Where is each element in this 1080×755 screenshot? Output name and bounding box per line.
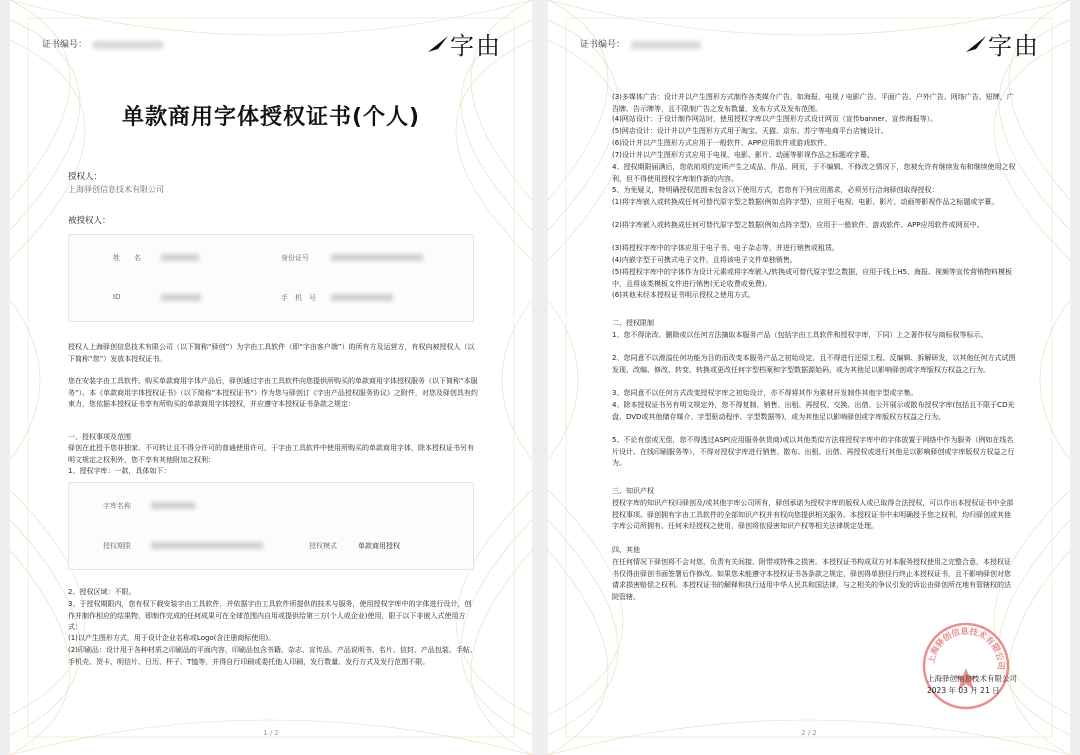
idcard-value-redacted [331,254,423,261]
brush-stroke-icon [964,34,988,54]
signature-company: 上海驿创信息技术有限公司 [927,674,1017,683]
page-2-line-13: (6)其他未经本授权证书明示授权之使用方式。 [612,291,755,299]
page-number: 1 / 2 [263,729,279,737]
page-2-line-12: (5)将授权字库中的字体作为设计元素或将字库嵌入/转换成可替代原字型之数据，应用于线上H5、海报、视频等宣传营销物料模板中，且将该类模板文件进行销售(无论收费或免费)。 [612,268,1012,288]
svg-text:上海驿创信息技术有限公司: 上海驿创信息技术有限公司 [926,626,1006,670]
page-2-line-3: (5)网店设计：设计并以产生图形方式用于淘宝、天猫、京东、苏宁等电商平台店铺设计。 [612,127,888,135]
intro-paragraph-2: 您在安装字由工具软件、购买单款商用字体产品后，驿创通过字由工具软件向您提供所购买的单款商用字体授权服务（以下简称“本服务”）。本《单款商用字体授权证书》（以下简称“本授权证书”）作为您与驿创订《字由产品授权服务协议》之附件，对您及驿创具有约束力，您依据本授权证书享有所购买的单款商用字体授权，并应遵守本授权证书条款之规定： [68,377,478,408]
brand-logo [964,26,1040,61]
certificate-page-2 [548,0,1070,755]
section-3-title: 三、知识产权 [612,487,654,495]
section-2-line-1: 1、您不得涂改、删除或以任何方法摘取本服务产品（包括字由工具软件和授权字库，下同）上之著作权与商标权等标示。 [612,331,988,339]
intro-paragraph-1: 授权人上海驿创信息技术有限公司（以下简称“驿创”）为字由工具软件（即“字由客户端”）的所有方及运营方，有权向被授权人（以下简称“您”）发放本授权证书。 [68,343,475,363]
section-3-body: 授权字库的知识产权归驿创及/或其他字库公司所有，驿创承诺为授权字库的版权人或已取得合法授权，可以作出本授权证书中全部授权事项。驿创拥有字由工具软件的全部知识产权并有权向您提供相关服务。本授权证书中未明确授予您之权利，均归驿创或其他字库公司所拥有。任何未经授权之使用，驿创将依侵害知识产权等相关法律规定处理。 [612,499,1014,530]
section-2-line-3: 3、您同意不以任何方式改变授权字库之初始设计，亦不得将其作为素材开发制作其他字型或字集。 [612,389,918,397]
page-2-line-4: (6)设计并以产生图形方式应用于一般软件、APP应用软件或游戏软件。 [612,139,832,147]
section-1-title: 一、授权事项及范围 [68,433,131,441]
licensor-label: 授权人： [68,172,103,182]
item-3-1: (1)以产生图形方式，用于设计企业名称或Logo(含注册商标使用)。 [68,634,276,642]
section-1-body: 驿创在此授予您非独家、不可转让且不得分许可的普通使用许可，于字由工具软件中使用所购买的单款商用字体，除本授权证书另有明文规定之权利外，您不享有其他附加之权利： [68,444,474,464]
page-2-line-9: (2)将字库嵌入或转换成任何可替代原字型之数据(例如点阵字型)，应用于一般软件、游戏软件、APP应用软件或网页中。 [612,221,984,229]
certificate-number: 证书编号： [580,37,701,50]
period-label: 授权期限 [103,542,131,550]
certificate-title: 单款商用字体授权证书(个人) [121,105,421,130]
brand-name: 字由 [988,32,1040,60]
font-info-box [68,482,474,570]
item-3: 3、于授权期限内，您有权下载安装字由工具软件，并依据字由工具软件所提供的技术与服务，使用授权字库中的字体进行设计，创作并制作相应的结果物，即制作完成的任何成果可在全球范围内自用或提供给第三方(个人或企业)使用，限于以下非嵌入式使用方式： [68,600,472,631]
signature-date: 2023 年 03 月 21 日 [927,686,1000,695]
period-value-redacted [151,542,263,549]
id-label: ID [113,293,121,301]
page-2-line-8: (1)将字库嵌入或转换成任何可替代原字型之数据(例如点阵字型)，应用于电视、电影、影片、动画等影视作品之标题或字幕。 [612,198,999,206]
phone-label: 手 机 号 [281,294,316,302]
certificate-number: 证书编号： [42,37,163,50]
page-2-line-11: (4)内嵌字型于可携式电子文件，且将该电子文件单独销售。 [612,256,797,264]
item-2: 2、授权区域：不限。 [68,588,136,596]
phone-value-redacted [331,294,393,301]
company-seal [920,620,1012,712]
page-2-line-1: (3)多媒体广告：设计并以产生图形方式制作各类媒介广告，如海报、电视 / 电影广告、平面广告、户外广告、网络广告、短牌，广告牌、告示牌等，且不限制广告之发布数量、发布方式及发布范围。 [612,93,1014,113]
section-2-title: 二、授权限制 [612,319,654,327]
name-value-redacted [161,254,199,261]
page-2-line-10: (3)将授权字库中的字体应用于电子书、电子杂志等，并进行销售或租赁。 [612,244,839,252]
section-4-body: 在任何情况下驿创将不会对您，负责有关间接、附带或特殊之损害。本授权证书构成双方对本服务授权使用之完整合意，本授权证书仅得由驿创书面签署后作修改。如果您未能遵守本授权证书各条款之规定，驿创得单独径行终止本授权证书，且不影响驿创对您请求损害赔偿之权利。本授权证书的解释和执行适用中华人民共和国法律，与之相关的争议引发的诉讼由驿创所在地有管辖权的法院管辖。 [612,558,1011,601]
page-number: 2 / 2 [801,729,817,737]
font-name-label: 字库名称 [103,502,131,510]
mode-value: 单款商用授权 [358,542,400,550]
licensee-label: 被授权人： [68,216,111,226]
certificate-page-1 [10,0,532,755]
page-2-line-2: (4)网站设计：于设计制作网站时，使用授权字库以产生图形方式设计网页（宣传banner、宣传海报等）。 [612,115,938,123]
section-2-line-4: 4、除本授权证书另有明文规定外，您不得复制、销售、出租、再授权、交换、出借、公开展示或散布授权字库(包括且不限于CD光盘、DVD或其他储存媒介、字型驱动程序、字型数据等)，或为其他足以影响驿创或字库版权方权益之行为。 [612,401,1015,421]
page-2-line-7: 5、为免疑义，特明确授权范围未包含以下使用方式，若您有下列应用需求，必须另行洽询驿创取得授权： [612,186,939,194]
page-2-line-6: 4、授权期限届满后，您依前项约定所产生之成品、作品、网页，于不编辑、不修改之情况下，您被允许有继续发布和继续使用之权利，但不得使用授权字库制作新的内容。 [612,163,1016,183]
section-2-line-5: 5、不论有偿或无偿，您不得透过ASP(应用服务供货商)或以其他类似方法将授权字库中的字体放置于网络中作为服务（例如在线名片设计、在线印刷服务等），不得对授权字库进行销售、散布、出租、出借、再授权或进行其他足以影响驿创或字库版权方权益之行为。 [612,436,1015,467]
brand-name: 字由 [450,32,502,60]
licensor-name: 上海驿创信息技术有限公司 [68,185,164,194]
id-value-redacted [161,294,201,301]
section-4-title: 四、其他 [612,546,640,554]
name-label: 姓 名 [113,254,141,262]
section-1-item-1: 1、授权字库：一款，具体如下： [68,467,171,475]
brand-logo [426,26,502,61]
section-2-line-2: 2、您同意不以滑溢任何功能为目的而改变本服务产品之初始设定，且不得进行还原工程、反编辑、拆解研发，以其他任何方式试图发现、改编、修改、转变、转换或更改任何字型档案和字型数据源始码，或为其他足以影响驿创或字库版权方权益之行为。 [612,354,1016,374]
item-3-2: (2)印刷品：设计用于各种材质之印刷品的平面内容，印刷品包含书籍、杂志、宣传品、产品说明书、名片、信封、产品包装、手帖、手机壳、贺卡、明信片、日历、杯子、T恤等，并得自行印刷或委托他人印刷，发行数量、发行方式及发行范围不限。 [68,646,477,666]
licensee-info-box [68,234,474,322]
mode-label: 授权模式 [309,542,337,550]
font-name-value-redacted [151,502,195,509]
brush-stroke-icon [426,34,450,54]
page-2-line-5: (7)设计并以产生图形方式应用于电视、电影、影片、动画等影视作品之标题或字幕。 [612,151,874,159]
idcard-label: 身份证号 [281,254,309,262]
